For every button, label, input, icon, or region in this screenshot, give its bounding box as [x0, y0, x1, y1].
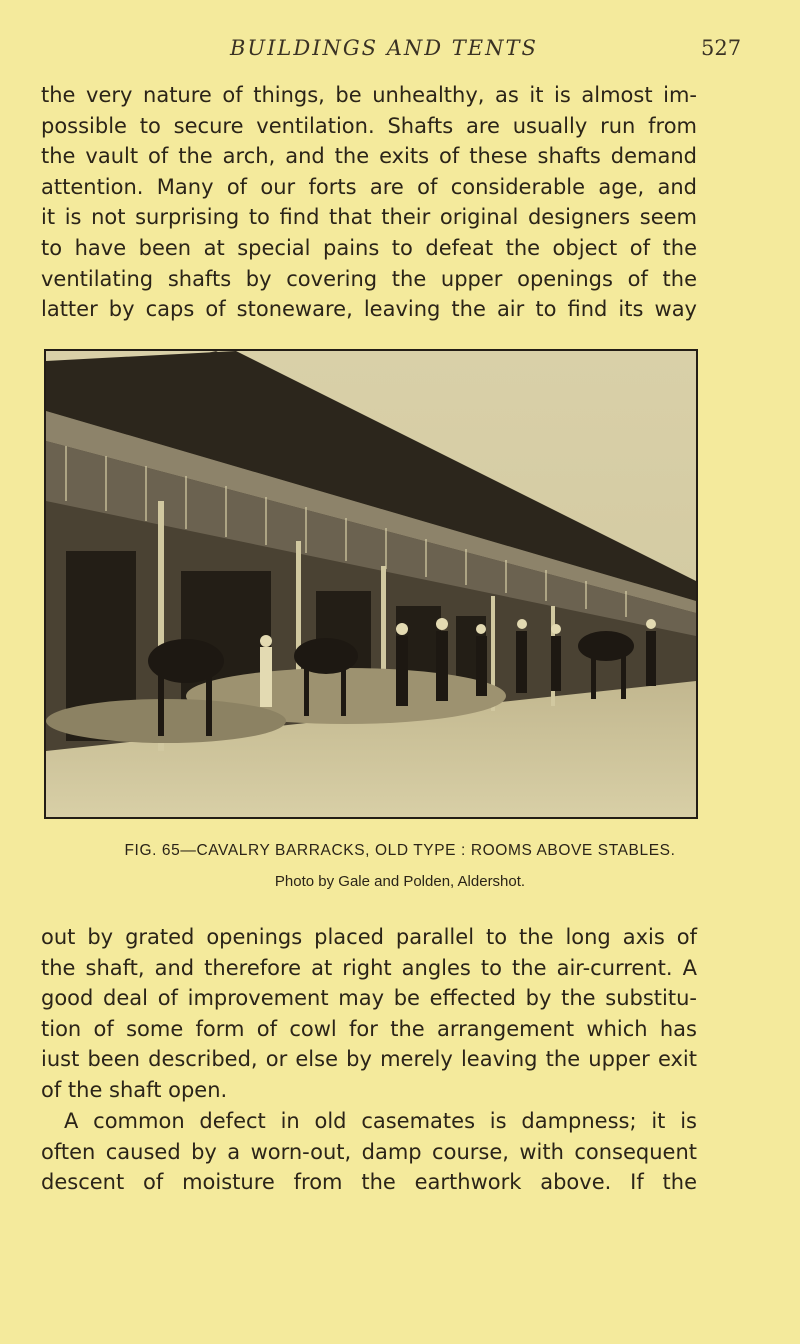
text-line: A common defect in old casemates is dampness; it is	[64, 1109, 697, 1133]
running-title: BUILDINGS AND TENTS	[230, 36, 538, 60]
page-number: 527	[701, 36, 742, 60]
text-line: of the shaft open.	[41, 1077, 228, 1102]
text-line: tion of some form of cowl for the arrangement which has	[41, 1016, 697, 1041]
text-line: iust been described, or else by merely leaving the upper exit	[41, 1047, 697, 1072]
text-line: often caused by a worn-out, damp course, with consequent	[41, 1139, 697, 1164]
bottom-paragraph-2	[41, 1106, 697, 1198]
text-line: it is not surprising to find that their original designers seem	[41, 205, 697, 230]
text-line: latter by caps of stoneware, leaving the air to find its way	[41, 297, 697, 322]
photo-illustration	[46, 351, 696, 817]
text-line: the very nature of things, be unhealthy, as it is almost im-	[41, 83, 697, 107]
text-line: out by grated openings placed parallel to the long axis of	[41, 925, 697, 949]
text-line: possible to secure ventilation. Shafts are usually run from	[41, 113, 697, 138]
text-line: the shaft, and therefore at right angles to the air-current. A	[41, 955, 697, 980]
bottom-paragraph-1	[41, 922, 697, 1106]
barracks-photo	[44, 349, 698, 819]
photo-credit: Photo by Gale and Polden, Aldershot.	[274, 873, 526, 890]
text-line: ventilating shafts by covering the upper openings of the	[41, 266, 697, 291]
text-line: to have been at special pains to defeat the object of the	[41, 235, 697, 260]
text-line: good deal of improvement may be effected by the substitu-	[41, 986, 697, 1011]
figure-caption: FIG. 65—CAVALRY BARRACKS, OLD TYPE : ROOMS ABOVE STABLES.	[124, 842, 676, 859]
text-line: descent of moisture from the earthwork above. If the	[41, 1170, 697, 1195]
top-paragraph	[41, 80, 697, 325]
text-line: the vault of the arch, and the exits of these shafts demand	[41, 144, 697, 169]
page-header	[0, 36, 800, 64]
text-line: attention. Many of our forts are of considerable age, and	[41, 174, 697, 199]
